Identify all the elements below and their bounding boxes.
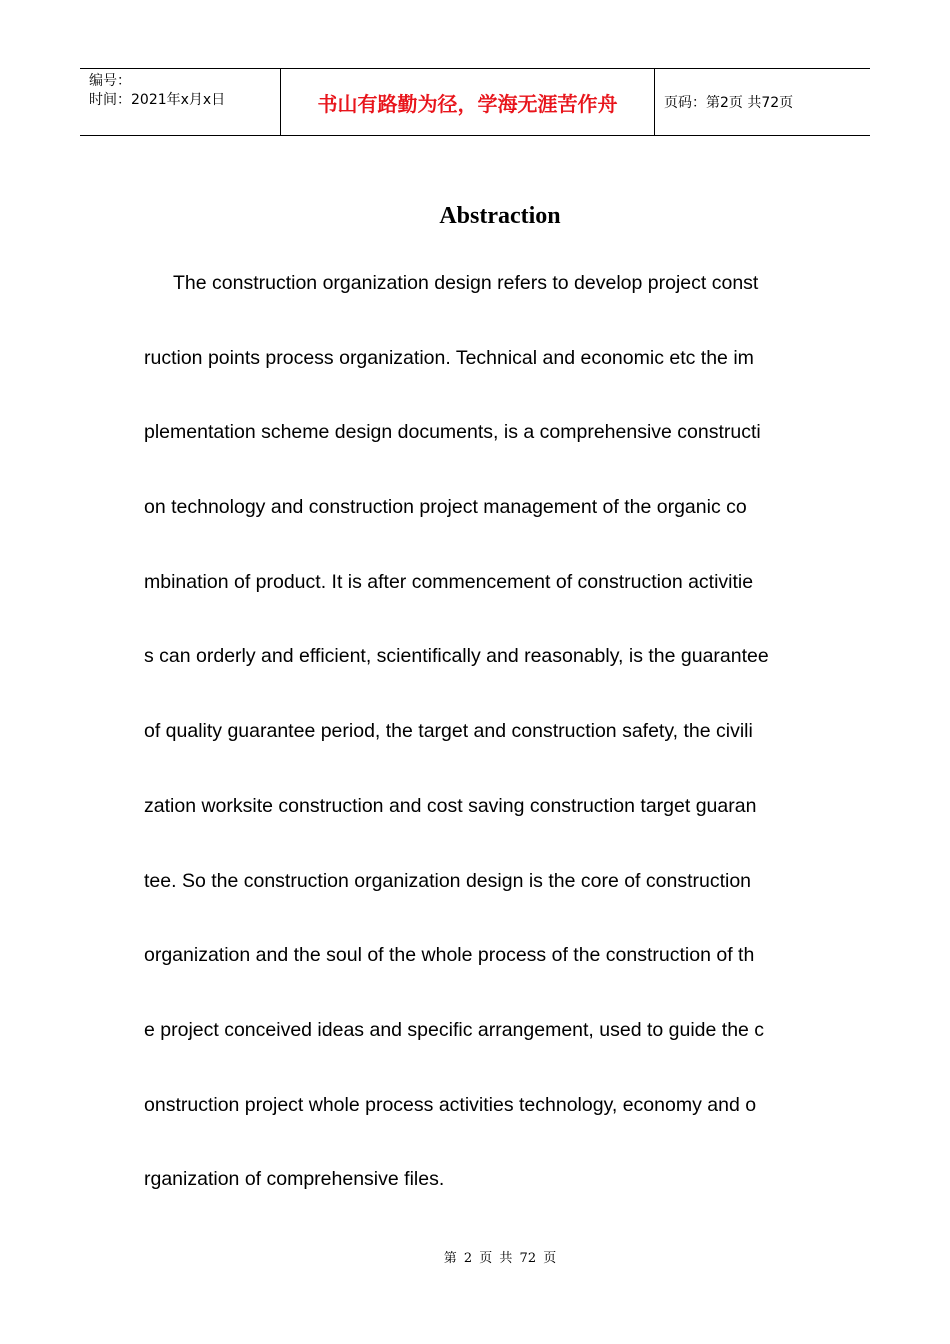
body-line: mbination of product. It is after commencement of construction activitie — [144, 570, 754, 593]
header-motto-cell — [281, 69, 655, 135]
body-line: plementation scheme design documents, is a comprehensive constructi — [144, 421, 761, 444]
header-page-cell — [655, 69, 870, 135]
body-line: zation worksite construction and cost saving construction target guaran — [144, 794, 757, 817]
page-footer: 第 2 页 共 72 页 — [443, 1251, 557, 1266]
body-line: e project conceived ideas and specific arrangement, used to guide the c — [144, 1018, 765, 1041]
header-page-info: 页码：第2页 共72页 — [664, 95, 794, 111]
abstract-body — [144, 268, 824, 1239]
document-number-label: 编号： — [89, 73, 131, 89]
document-title: Abstraction — [439, 203, 561, 229]
body-line: tee. So the construction organization design is the core of construction — [144, 869, 752, 892]
body-line: ruction points process organization. Technical and economic etc the im — [144, 346, 754, 369]
header-meta-cell — [80, 69, 281, 135]
body-line: The construction organization design refers to develop project const — [173, 272, 759, 294]
header-motto: 书山有路勤为径，学海无涯苦作舟 — [317, 91, 618, 116]
body-line: onstruction project whole process activities technology, economy and o — [144, 1093, 757, 1116]
body-line: organization and the soul of the whole process of the construction of th — [144, 944, 755, 967]
body-line: on technology and construction project management of the organic co — [144, 496, 747, 519]
body-line: s can orderly and efficient, scientifically and reasonably, is the guarantee — [144, 645, 769, 668]
body-line: of quality guarantee period, the target and construction safety, the civili — [144, 720, 753, 743]
body-line: rganization of comprehensive files. — [144, 1168, 445, 1191]
page-header — [80, 68, 870, 136]
document-date-label: 时间：2021年x月x日 — [89, 92, 226, 108]
